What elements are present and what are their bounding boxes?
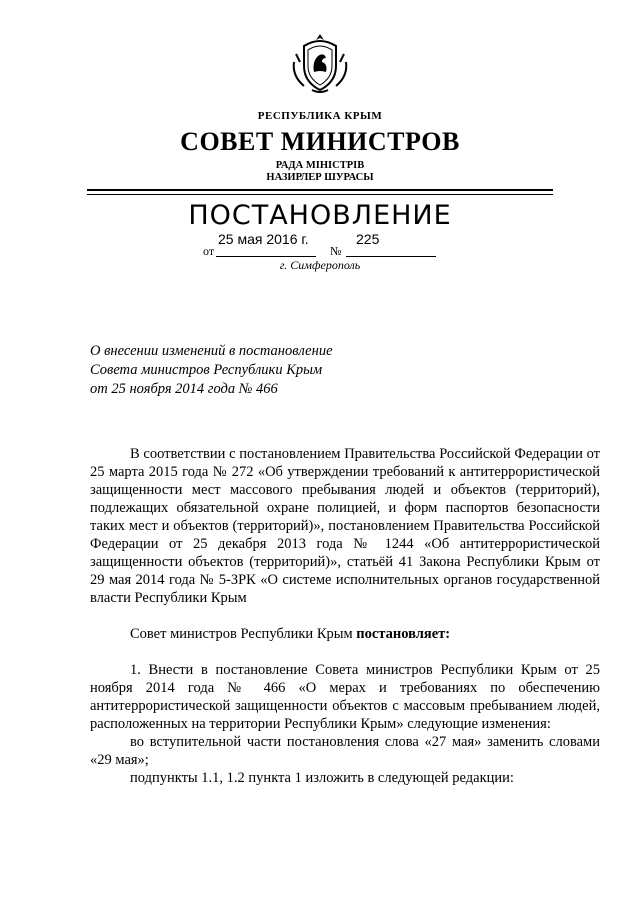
document-subject — [90, 342, 333, 399]
resolution-text: Совет министров Республики Крым — [130, 626, 357, 642]
resolution-verb: постановляет: — [356, 626, 451, 642]
resolution-paragraph — [90, 625, 600, 643]
council-name-crimean-tatar: НАЗИРЛЕР ШУРАСЫ — [266, 172, 374, 183]
council-name-ukrainian: РАДА МІНІСТРІВ — [275, 160, 365, 171]
crimea-coat-of-arms-icon — [290, 32, 350, 94]
header-divider-thick — [87, 189, 553, 191]
document-title: ПОСТАНОВЛЕНИЕ — [188, 200, 452, 231]
header-divider-thin — [87, 194, 553, 195]
date-label: от — [203, 244, 215, 258]
council-name: СОВЕТ МИНИСТРОВ — [180, 127, 460, 156]
subject-line: от 25 ноября 2014 года № 466 — [90, 381, 278, 397]
subject-line: Совета министров Республики Крым — [90, 362, 323, 378]
item-paragraph: 1. Внести в постановление Совета министров Республики Крым от 25 ноября 2014 года № 466 «О мерах и требованиях по обеспечению антитеррористической защищенности объектов с массовым пребыванием людей, расположенных на территории Республики Крым» следующие изменения: — [90, 662, 600, 732]
number-label: № — [330, 244, 342, 258]
date-underline — [216, 256, 316, 257]
item-paragraph: во вступительной части постановления слова «27 мая» заменить словами «29 мая»; — [90, 734, 600, 768]
preamble-paragraph: В соответствии с постановлением Правительства Российской Федерации от 25 марта 2015 года № 272 «Об утверждении требований к антитеррористической защищенности мест массового пребывания людей и объектов (территорий), подлежащих обязательной охране полицией, и форм паспортов безопасности таких мест и объектов (территорий)», постановлением Правительства Российской Федерации от 25 декабря 2013 года № 1244 «Об антитеррористической защищенности объектов (территорий)», статьёй 41 Закона Республики Крым от 29 мая 2014 года № 5-ЗРК «О системе исполнительных органов государственной власти Республики Крым — [90, 446, 600, 606]
subject-line: О внесении изменений в постановление — [90, 343, 333, 359]
document-city: г. Симферополь — [279, 258, 361, 272]
document-body — [90, 445, 600, 787]
document-number: 225 — [356, 231, 380, 247]
item-paragraph: подпункты 1.1, 1.2 пункта 1 изложить в следующей редакции: — [130, 770, 514, 786]
document-date: 25 мая 2016 г. — [218, 231, 309, 247]
republic-name: РЕСПУБЛИКА КРЫМ — [257, 110, 383, 122]
number-underline — [346, 256, 436, 257]
